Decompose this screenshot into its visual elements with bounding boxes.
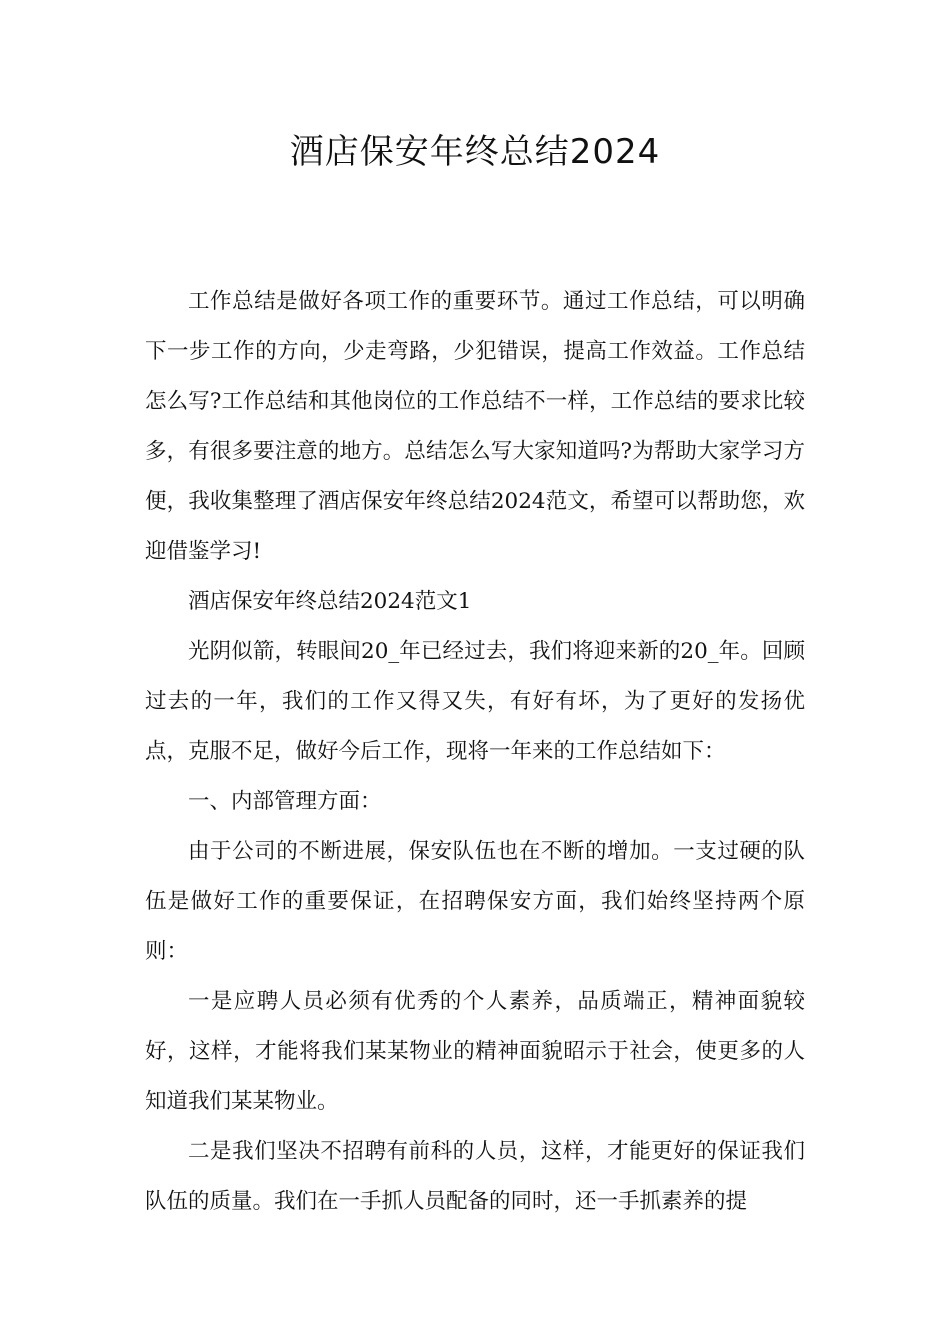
paragraph-principle-one: 一是应聘人员必须有优秀的个人素养，品质端正，精神面貌较好，这样，才能将我们某某物业的精神面貌昭示于社会，使更多的人知道我们某某物业。 bbox=[145, 989, 805, 1114]
document-body bbox=[145, 277, 805, 1227]
paragraph-section-heading: 一、内部管理方面： bbox=[188, 789, 382, 814]
document-title: 酒店保安年终总结2024 bbox=[289, 132, 661, 172]
paragraph-intro: 工作总结是做好各项工作的重要环节。通过工作总结，可以明确下一步工作的方向，少走弯路，少犯错误，提高工作效益。工作总结怎么写?工作总结和其他岗位的工作总结不一样，工作总结的要求比较多，有很多要注意的地方。总结怎么写大家知道吗?为帮助大家学习方便，我收集整理了酒店保安年终总结2024范文，希望可以帮助您，欢迎借鉴学习! bbox=[145, 289, 805, 564]
paragraph-opening: 光阴似箭，转眼间20_年已经过去，我们将迎来新的20_年。回顾过去的一年，我们的工作又得又失，有好有坏，为了更好的发扬优点，克服不足，做好今后工作，现将一年来的工作总结如下： bbox=[145, 639, 805, 764]
paragraph-recruitment: 由于公司的不断进展，保安队伍也在不断的增加。一支过硬的队伍是做好工作的重要保证，在招聘保安方面，我们始终坚持两个原则： bbox=[145, 839, 805, 964]
paragraph-principle-two: 二是我们坚决不招聘有前科的人员，这样，才能更好的保证我们队伍的质量。我们在一手抓人员配备的同时，还一手抓素养的提 bbox=[145, 1139, 805, 1214]
paragraph-sample-heading: 酒店保安年终总结2024范文1 bbox=[188, 589, 472, 614]
